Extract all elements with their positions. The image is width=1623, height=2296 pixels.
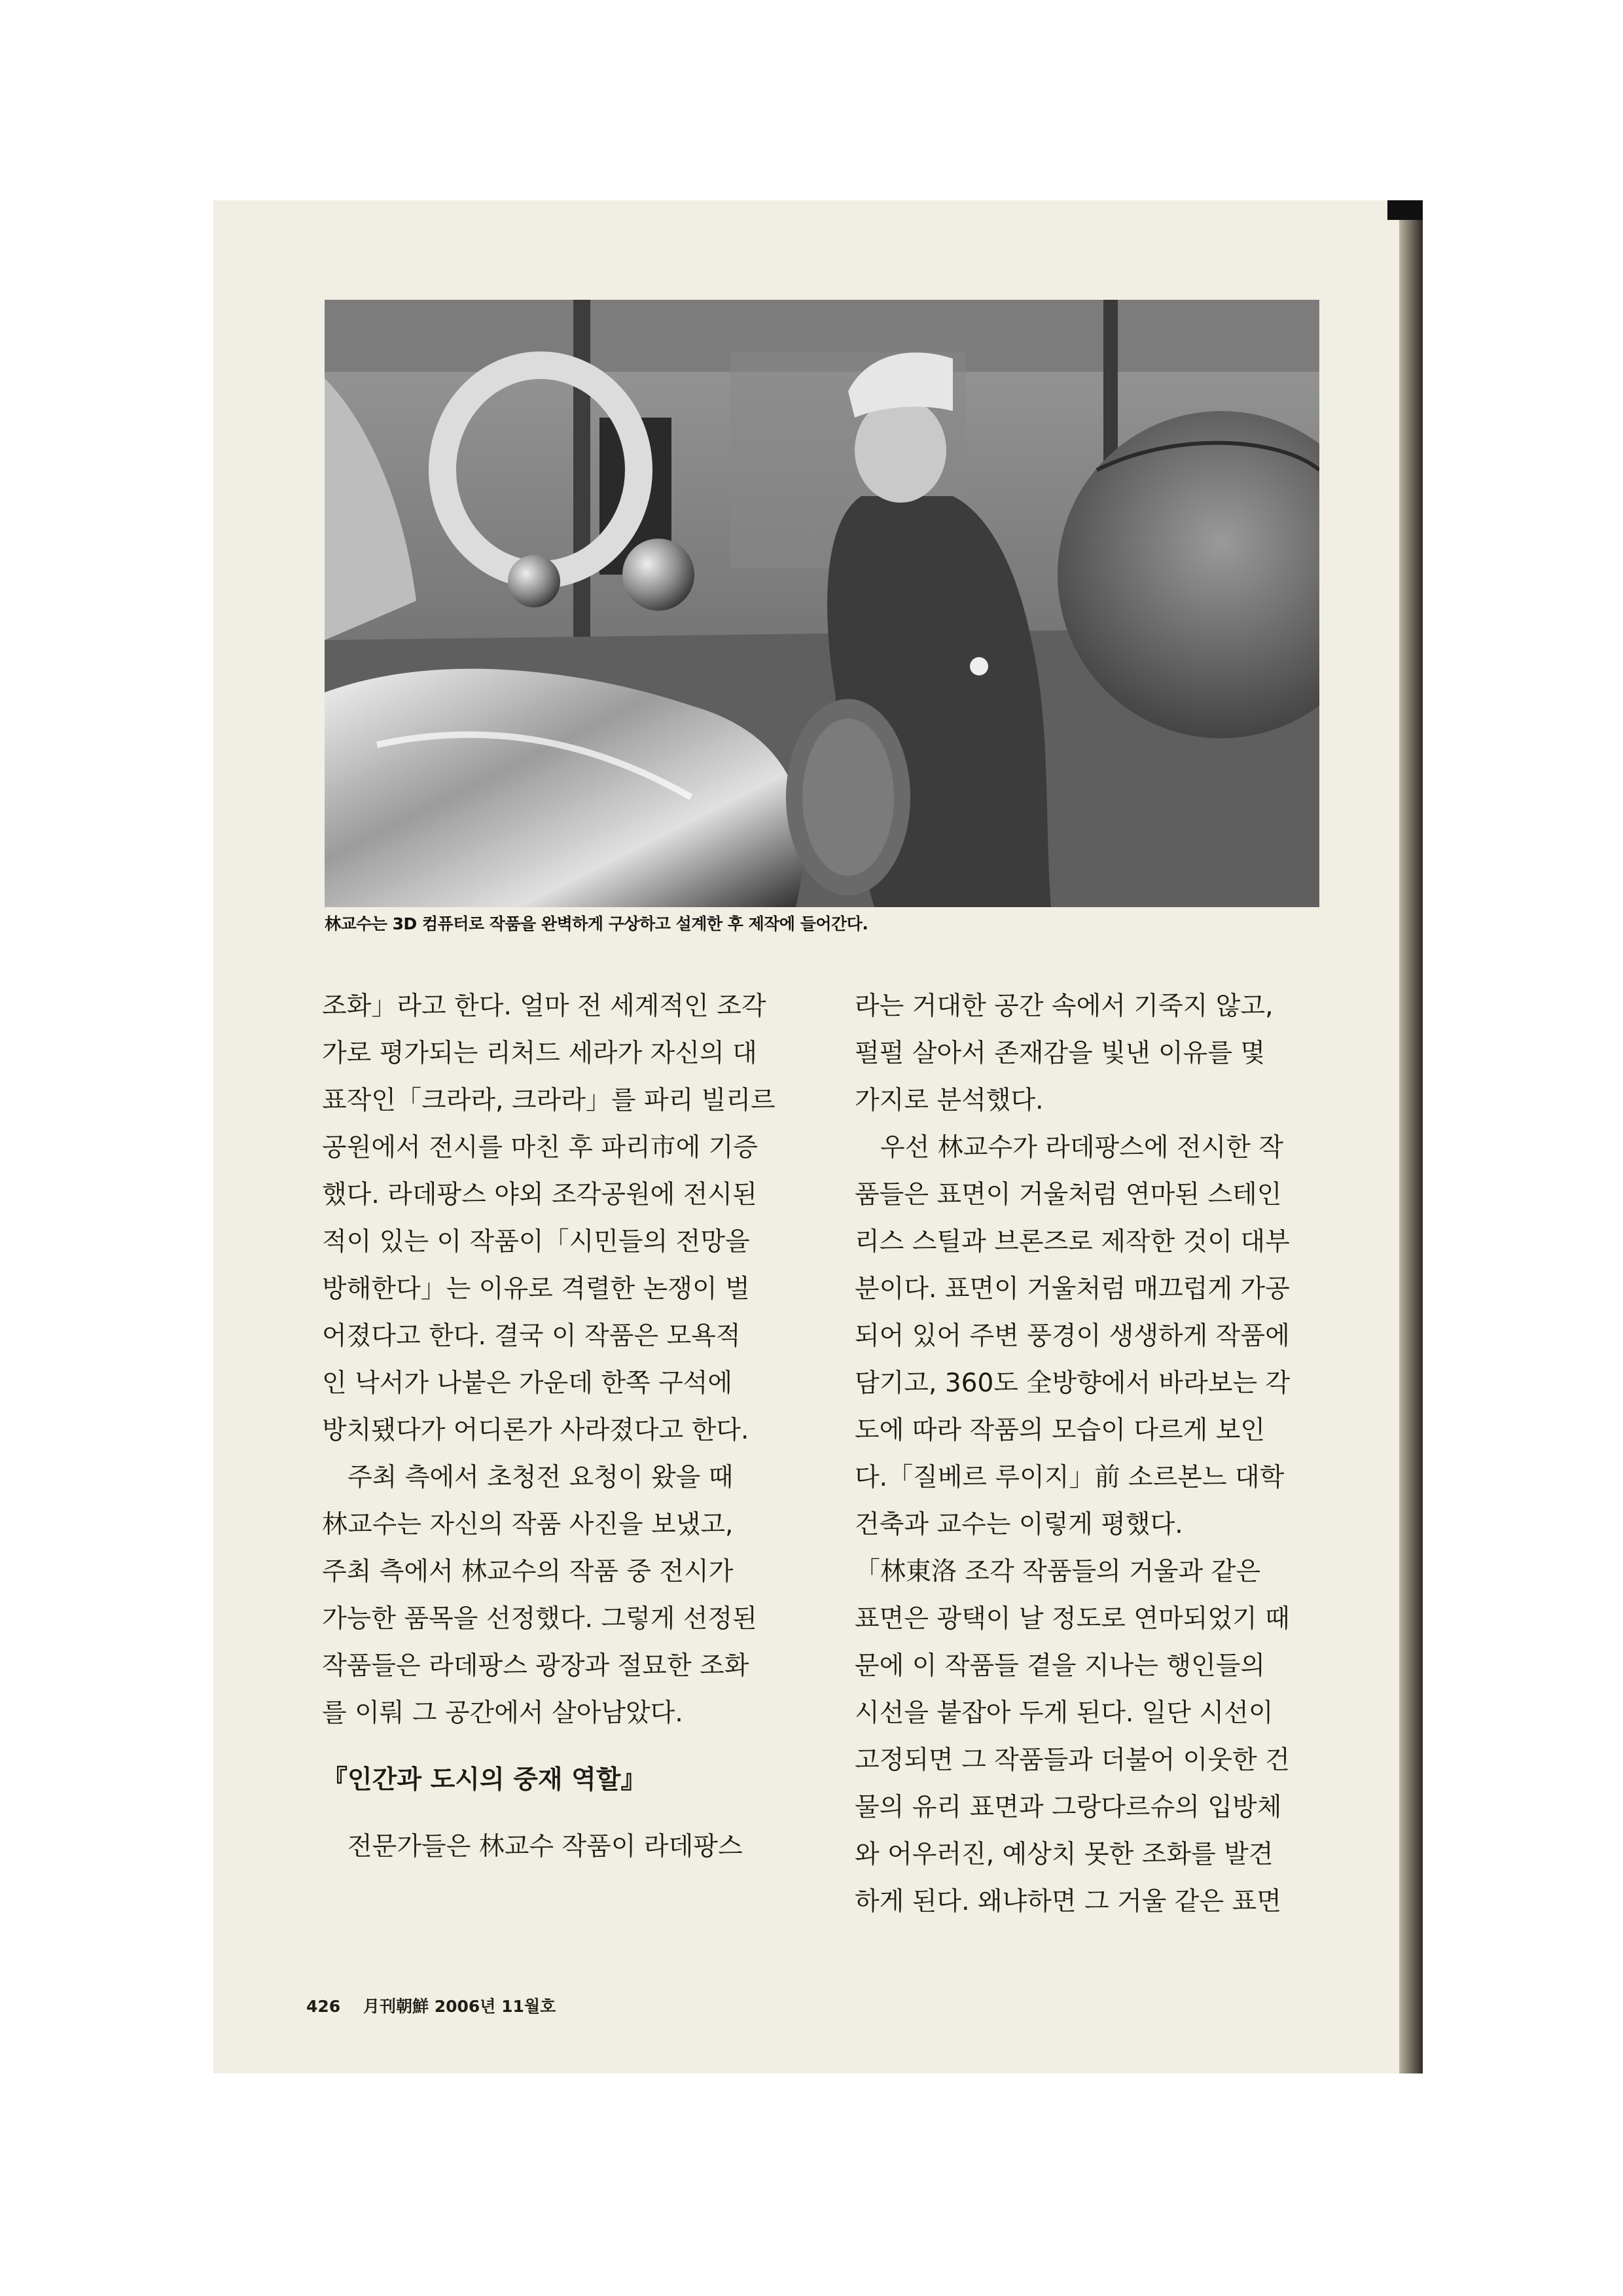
text-line: 표작인「크라라, 크라라」를 파리 빌리르 <box>322 1086 776 1115</box>
text-line: 품들은 표면이 거울처럼 연마된 스테인 <box>855 1180 1282 1210</box>
left-text-column <box>322 983 784 1871</box>
text-line: 했다. 라데팡스 야외 조각공원에 전시된 <box>322 1180 757 1210</box>
page-number: 426 <box>306 1997 341 2016</box>
text-line: 와 어우러진, 예상치 못한 조화를 발견 <box>855 1840 1274 1869</box>
text-line: 시선을 붙잡아 두게 된다. 일단 시선이 <box>855 1698 1274 1728</box>
page-footer <box>306 1994 556 2017</box>
text-line: 건축과 교수는 이렇게 평했다. <box>855 1510 1183 1539</box>
text-line: 가능한 품목을 선정했다. 그렇게 선정된 <box>322 1604 757 1634</box>
text-line: 리스 스틸과 브론즈로 제작한 것이 대부 <box>855 1227 1290 1257</box>
text-line: 공원에서 전시를 마친 후 파리市에 기증 <box>322 1133 758 1162</box>
text-line: 방해한다」는 이유로 격렬한 논쟁이 벌 <box>322 1274 750 1304</box>
text-line: 문에 이 작품들 곁을 지나는 행인들의 <box>855 1651 1266 1681</box>
text-line: 되어 있어 주변 풍경이 생생하게 작품에 <box>855 1321 1290 1351</box>
text-line: 담기고, 360도 全방향에서 바라보는 각 <box>855 1369 1291 1398</box>
text-line: 어졌다고 한다. 결국 이 작품은 모욕적 <box>322 1321 741 1351</box>
magazine-issue: 月刊朝鮮 2006년 11월호 <box>363 1997 556 2016</box>
sculptor-workshop-photo <box>325 300 1319 907</box>
text-line: 주최 측에서 林교수의 작품 중 전시가 <box>322 1557 734 1587</box>
text-line: 적이 있는 이 작품이「시민들의 전망을 <box>322 1227 750 1257</box>
text-line: 인 낙서가 나붙은 가운데 한쪽 구석에 <box>322 1369 733 1398</box>
paragraph-gap <box>322 1737 784 1757</box>
text-line: 「林東洛 조각 작품들의 거울과 같은 <box>855 1557 1261 1587</box>
text-line: 하게 된다. 왜냐하면 그 거울 같은 표면 <box>855 1887 1281 1916</box>
text-line: 다.「질베르 루이지」前 소르본느 대학 <box>855 1463 1285 1492</box>
section-heading: 『인간과 도시의 중재 역할』 <box>322 1765 647 1795</box>
text-line: 작품들은 라데팡스 광장과 절묘한 조화 <box>322 1651 749 1681</box>
text-line: 조화」라고 한다. 얼마 전 세계적인 조각 <box>322 992 766 1021</box>
page-spine <box>1399 200 1423 2073</box>
text-line: 펄펄 살아서 존재감을 빛낸 이유를 몇 <box>855 1039 1266 1068</box>
text-line: 가로 평가되는 리처드 세라가 자신의 대 <box>322 1039 757 1068</box>
text-line: 라는 거대한 공간 속에서 기죽지 않고, <box>855 992 1274 1021</box>
text-line: 를 이뤄 그 공간에서 살아남았다. <box>322 1698 683 1728</box>
paragraph-gap <box>322 1804 784 1823</box>
text-line: 방치됐다가 어디론가 사라졌다고 한다. <box>322 1416 749 1445</box>
photo-illustration <box>325 300 1319 907</box>
page-corner-shadow <box>1387 200 1423 220</box>
right-text-column <box>855 983 1319 1926</box>
text-line: 고정되면 그 작품들과 더불어 이웃한 건 <box>855 1746 1290 1775</box>
photo-caption: 林교수는 3D 컴퓨터로 작품을 완벽하게 구상하고 설계한 후 제작에 들어간다. <box>325 914 868 933</box>
text-line: 도에 따라 작품의 모습이 다르게 보인 <box>855 1416 1266 1445</box>
text-line: 가지로 분석했다. <box>855 1086 1044 1115</box>
text-line: 표면은 광택이 날 정도로 연마되었기 때 <box>855 1604 1290 1634</box>
text-line: 물의 유리 표면과 그랑다르슈의 입방체 <box>855 1793 1282 1822</box>
text-line: 분이다. 표면이 거울처럼 매끄럽게 가공 <box>855 1274 1290 1304</box>
text-line: 주최 측에서 초청전 요청이 왔을 때 <box>322 1463 734 1492</box>
text-line: 전문가들은 林교수 작품이 라데팡스 <box>322 1832 743 1861</box>
text-line: 林교수는 자신의 작품 사진을 보냈고, <box>322 1510 734 1539</box>
text-line: 우선 林교수가 라데팡스에 전시한 작 <box>855 1133 1284 1162</box>
